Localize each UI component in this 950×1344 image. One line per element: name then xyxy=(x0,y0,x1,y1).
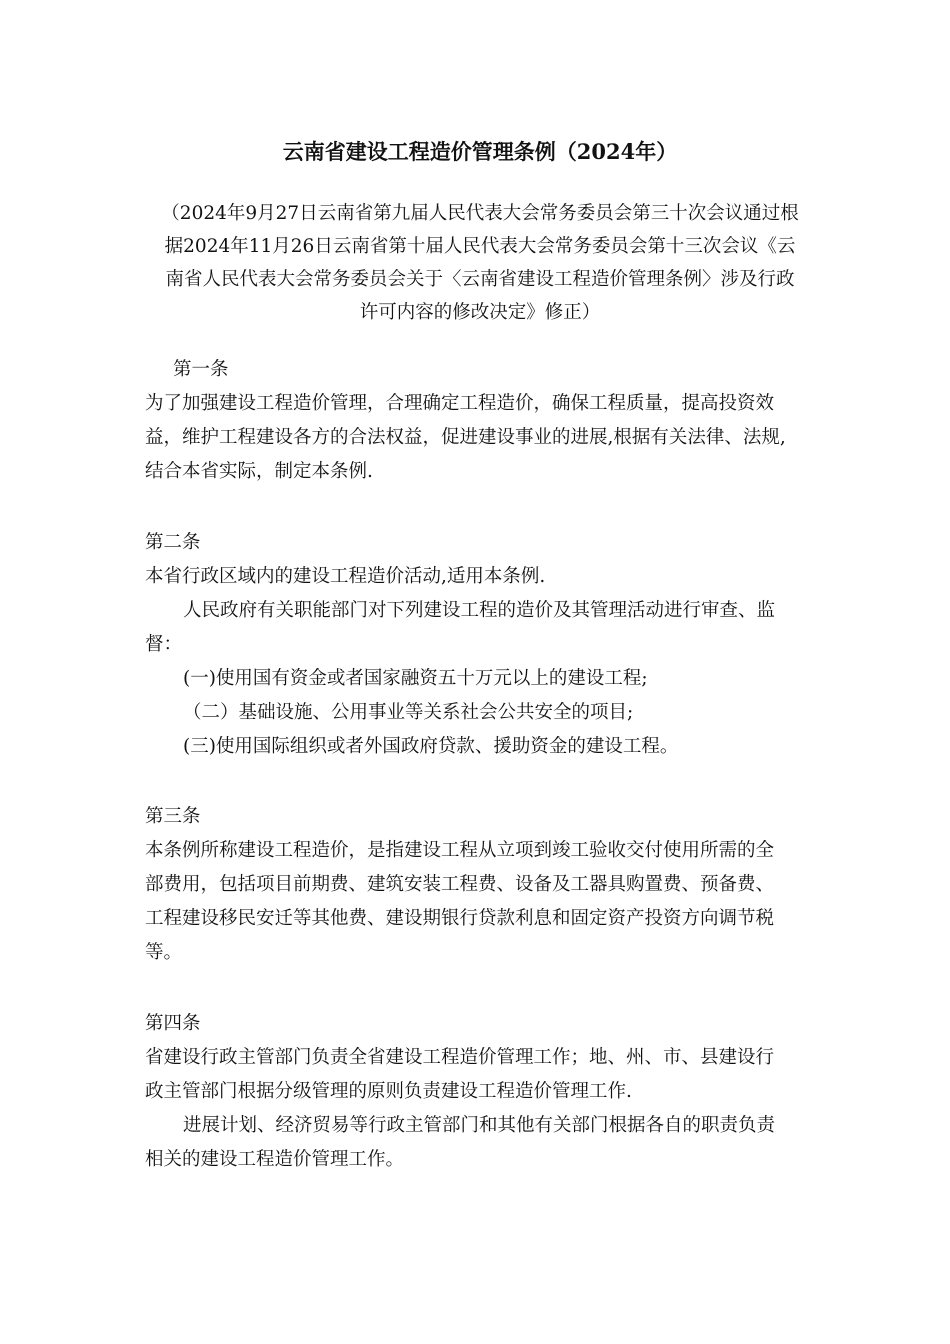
article-text-line: 进展计划、经济贸易等行政主管部门和其他有关部门根据各自的职责负责 xyxy=(183,1115,776,1136)
article-text-line: 省建设行政主管部门负责全省建设工程造价管理工作；地、州、市、县建设行 xyxy=(145,1047,775,1068)
article-text-line: 相关的建设工程造价管理工作。 xyxy=(145,1149,405,1170)
article-text-line: 政主管部门根据分级管理的原则负责建设工程造价管理工作. xyxy=(145,1081,632,1102)
subtitle-line: （2024年9月27日云南省第九届人民代表大会常务委员会第三十次会议通过根 xyxy=(161,203,799,224)
article-text-line: 人民政府有关职能部门对下列建设工程的造价及其管理活动进行审查、监 xyxy=(183,600,776,621)
subtitle-line: 据2024年11月26日云南省第十届人民代表大会常务委员会第十三次会议《云 xyxy=(164,236,796,257)
article-heading: 第三条 xyxy=(145,806,201,827)
article-3 xyxy=(145,800,815,970)
article-4 xyxy=(145,1007,815,1177)
article-list-item: (一)使用国有资金或者国家融资五十万元以上的建设工程; xyxy=(183,668,648,689)
article-list-item: （二）基础设施、公用事业等关系社会公共安全的项目; xyxy=(183,702,634,723)
subtitle-line: 许可内容的修改决定》修正） xyxy=(359,302,601,323)
article-text-line: 本省行政区域内的建设工程造价活动,适用本条例. xyxy=(145,566,546,587)
article-text-line: 工程建设移民安迁等其他费、建设期银行贷款利息和固定资产投资方向调节税 xyxy=(145,908,775,929)
article-text-line: 本条例所称建设工程造价，是指建设工程从立项到竣工验收交付使用所需的全 xyxy=(145,840,775,861)
article-text-line: 督： xyxy=(145,634,183,655)
document-title: 云南省建设工程造价管理条例（2024年） xyxy=(282,139,678,164)
article-heading: 第一条 xyxy=(173,359,229,380)
article-1 xyxy=(145,353,815,489)
article-list-item: (三)使用国际组织或者外国政府贷款、援助资金的建设工程。 xyxy=(183,736,679,757)
article-text-line: 等。 xyxy=(145,942,183,963)
article-heading: 第二条 xyxy=(145,532,201,553)
article-text-line: 部费用，包括项目前期费、建筑安装工程费、设备及工器具购置费、预备费、 xyxy=(145,874,775,895)
article-text-line: 结合本省实际，制定本条例. xyxy=(145,461,373,482)
article-text-line: 益，维护工程建设各方的合法权益，促进建设事业的进展,根据有关法律、法规, xyxy=(145,427,786,448)
document-subtitle xyxy=(145,197,815,329)
article-heading: 第四条 xyxy=(145,1013,201,1034)
article-text-line: 为了加强建设工程造价管理，合理确定工程造价，确保工程质量，提高投资效 xyxy=(145,393,775,414)
subtitle-line: 南省人民代表大会常务委员会关于〈云南省建设工程造价管理条例〉涉及行政 xyxy=(165,269,795,290)
article-2 xyxy=(145,526,815,764)
